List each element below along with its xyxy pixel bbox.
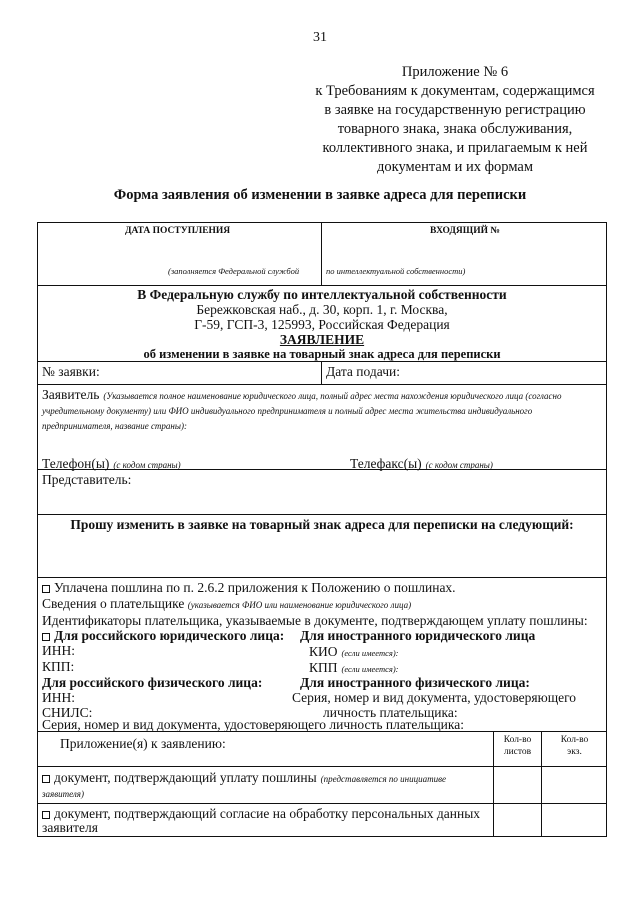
application-number-field[interactable]: № заявки:: [42, 364, 100, 379]
ru-legal-checkbox[interactable]: [42, 633, 50, 641]
fax-hint: (с кодом страны): [425, 460, 493, 470]
inn-person-field[interactable]: ИНН:: [42, 690, 75, 705]
statement-subtitle: об изменении в заявке на товарный знак адреса для переписки: [143, 347, 501, 361]
attachment-text: документ, подтверждающий уплату пошлины: [54, 770, 317, 785]
sheets-column-header: [494, 734, 541, 758]
payer-identifiers-label: Идентификаторы плательщика, указываемые в документе, подтверждающем уплату пошлины:: [42, 613, 588, 628]
divider: [321, 222, 322, 285]
inn-field[interactable]: ИНН:: [42, 643, 75, 658]
ru-legal-label: Для российского юридического лица:: [54, 628, 285, 643]
divider: [321, 361, 322, 384]
fee-paid-checkbox[interactable]: [42, 585, 50, 593]
filled-by-note-cont: по интеллектуальной собственности): [326, 266, 466, 276]
page-number: 31: [313, 30, 327, 45]
fax-field[interactable]: [350, 455, 493, 473]
annex-line: к Требованиям к документам, содержащимся: [315, 83, 595, 99]
divider: [37, 514, 607, 515]
attachment-hint: (представляется по инициативе заявителя): [42, 774, 447, 799]
fee-paid-row: [42, 580, 602, 596]
addressee-address: Бережковская наб., д. 30, корп. 1, г. Москва,: [196, 302, 448, 317]
request-text: Прошу изменить в заявке на товарный знак адреса для переписки на следующий:: [70, 517, 574, 532]
kpp-field[interactable]: КПП:: [42, 659, 75, 674]
phone-hint: (с кодом страны): [113, 460, 181, 470]
attachment-checkbox[interactable]: [42, 775, 50, 783]
filled-by-note: (заполняется Федеральной службой: [168, 266, 300, 276]
fee-block: [42, 580, 602, 629]
divider: [37, 766, 607, 767]
phone-label: Телефон(ы): [42, 456, 110, 471]
attachment-checkbox[interactable]: [42, 811, 50, 819]
filing-date-field[interactable]: Дата подачи:: [326, 364, 400, 379]
annex-title: Приложение № 6: [401, 64, 509, 80]
divider: [37, 577, 607, 578]
attachment-row: [42, 807, 490, 835]
snils-field[interactable]: СНИЛС:: [42, 705, 93, 720]
divider: [37, 285, 607, 286]
attachment-text: документ, подтверждающий согласие на обработку персональных данных заявителя: [42, 806, 481, 835]
annex-block: [300, 63, 610, 177]
foreign-doc-field-cont: личность плательщика:: [323, 705, 458, 720]
applicant-label: Заявитель: [42, 387, 100, 402]
addressee-block: [37, 287, 607, 362]
kio-label: КИО: [309, 644, 338, 659]
annex-line: товарного знака, знака обслуживания,: [337, 121, 573, 137]
representative-field[interactable]: Представитель:: [42, 472, 132, 487]
addressee-address: Г-59, ГСП-3, 125993, Российская Федерация: [194, 317, 450, 332]
fee-paid-label: Уплачена пошлина по п. 2.6.2 приложения к Положению о пошлинах.: [54, 580, 456, 595]
foreign-legal-label: Для иностранного юридического лица: [300, 628, 536, 643]
sheets-header-line: листов: [503, 747, 532, 757]
applicant-field[interactable]: [42, 388, 602, 433]
payer-hint: (указывается ФИО или наименование юридического лица): [187, 600, 412, 610]
sheets-header-line: Кол-во: [503, 735, 532, 745]
foreign-doc-field[interactable]: Серия, номер и вид документа, удостоверяющего: [292, 690, 577, 705]
ru-doc-field[interactable]: Серия, номер и вид документа, удостоверяющего личность плательщика:: [42, 717, 464, 732]
annex-line: документам и их формам: [376, 159, 534, 175]
copies-header-line: Кол-во: [560, 735, 589, 745]
foreign-person-label: Для иностранного физического лица:: [300, 675, 530, 690]
divider: [37, 803, 607, 804]
ru-person-label: Для российского физического лица:: [42, 675, 263, 690]
kpp-foreign-hint: (если имеется):: [341, 664, 399, 674]
date-received-label: ДАТА ПОСТУПЛЕНИЯ: [125, 226, 231, 236]
addressee-name: В Федеральную службу по интеллектуальной собственности: [137, 287, 507, 302]
kio-hint: (если имеется):: [341, 648, 399, 658]
form-title: Форма заявления об изменении в заявке адреса для переписки: [113, 187, 527, 203]
statement-title: ЗАЯВЛЕНИЕ: [279, 332, 365, 347]
ru-legal-row: [42, 628, 284, 644]
annex-line: в заявке на государственную регистрацию: [324, 102, 586, 118]
payer-label: Сведения о плательщике: [42, 596, 185, 611]
payer-info-row[interactable]: [42, 596, 602, 613]
attachments-header: Приложение(я) к заявлению:: [60, 736, 226, 751]
divider: [37, 384, 607, 385]
phone-field[interactable]: [42, 455, 181, 473]
kpp-foreign-label: КПП: [309, 660, 338, 675]
applicant-hint: (Указывается полное наименование юридического лица, полный адрес места нахождения юридического лица (согласно учредительному документу) или ФИО индивидуального предпринимателя и полный адрес места жительства индивидуального предпринимателя, название страны):: [42, 391, 562, 431]
incoming-number-label: ВХОДЯЩИЙ №: [430, 226, 500, 236]
fax-label: Телефакс(ы): [350, 456, 422, 471]
copies-column-header: [542, 734, 607, 758]
annex-line: коллективного знака, и прилагаемым к ней: [322, 140, 588, 156]
copies-header-line: экз.: [567, 747, 582, 757]
attachment-row: [42, 771, 490, 801]
